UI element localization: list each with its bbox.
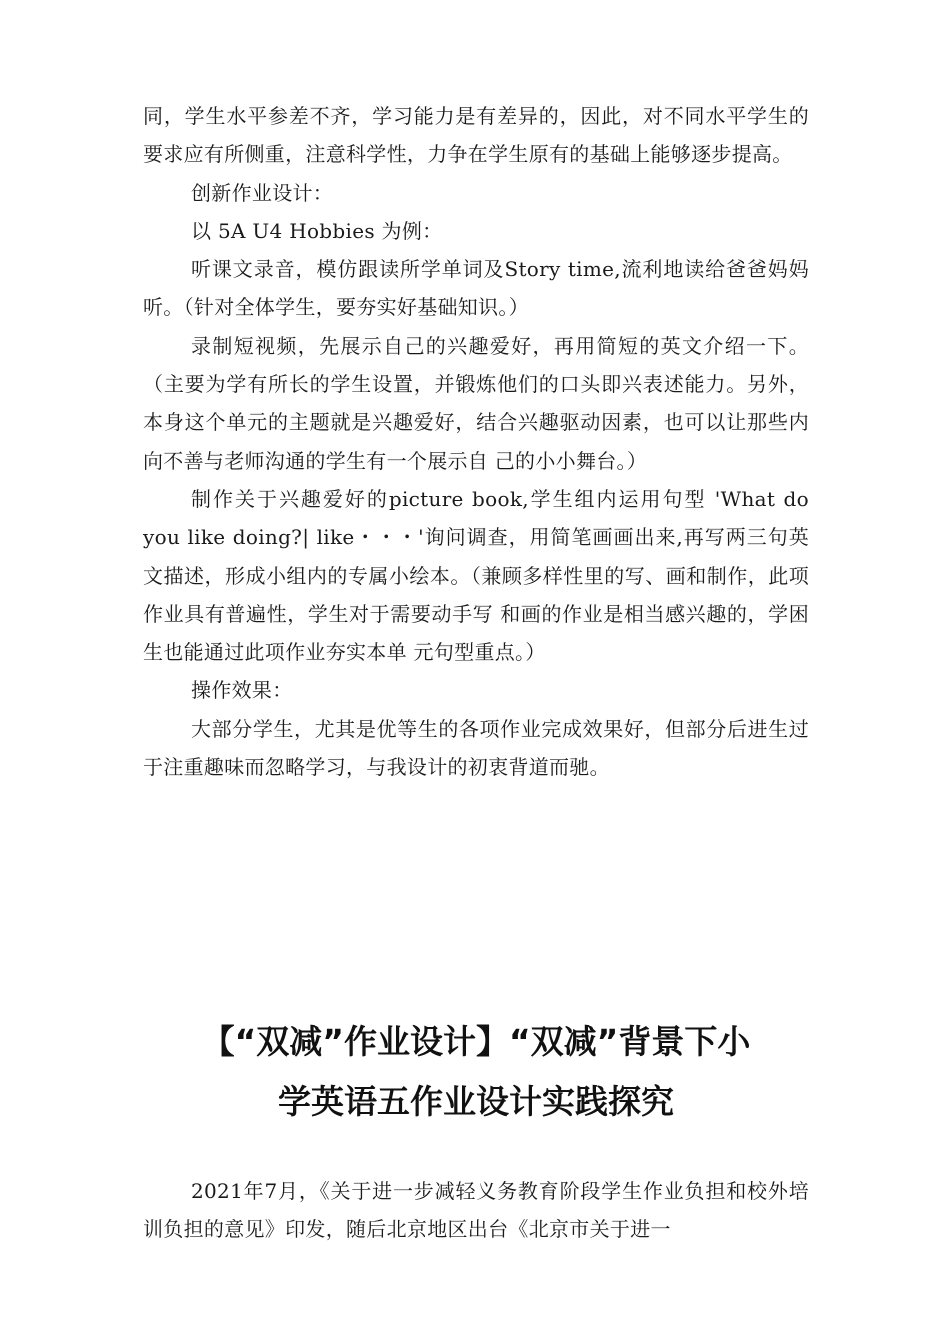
paragraph-example-label: 以 5A U4 Hobbies 为例： bbox=[191, 218, 443, 243]
section-title-line-1: 【“双减”作业设计】“双减”背景下小 bbox=[201, 1022, 751, 1061]
paragraph-effect: 大部分学生，尤其是优等生的各项作业完成效果好，但部分后进生过于注重趣味而忽略学习，与我设计的初衷背道而驰。 bbox=[143, 716, 809, 780]
paragraph-video-task: 录制短视频，先展示自己的兴趣爱好，再用简短的英文介绍一下。（主要为学有所长的学生设置，并锻炼他们的口头即兴表述能力。另外，本身这个单元的主题就是兴趣爱好，结合兴趣驱动因素，也可以让那些内向不善与老师沟通的学生有一个展示自 己的小小舞台。） bbox=[143, 333, 809, 473]
section-title-line-2: 学英语五作业设计实践探究 bbox=[278, 1082, 674, 1121]
section-title bbox=[143, 1012, 809, 1132]
paragraph-picture-book-task: 制作关于兴趣爱好的picture book,学生组内运用句型 'What do you like doing?| like・・・'询问调查，用简笔画画出来,再写两三句英文描述，形成小组内的专属小绘本。（兼顾多样性里的写、画和制作，此项作业具有普遍性，学生对于需要动手写 和画的作业是相当感兴趣的，学困生也能通过此项作业夯实本单 元句型重点。） bbox=[143, 486, 809, 665]
intro-text bbox=[143, 1172, 809, 1249]
paragraph-innovation-label: 创新作业设计： bbox=[191, 180, 334, 205]
paragraph-listening-task: 听课文录音，模仿跟读所学单词及Story time,流利地读给爸爸妈妈听。（针对全体学生，要夯实好基础知识。） bbox=[143, 257, 809, 320]
paragraph-continuation: 同，学生水平参差不齐，学习能力是有差异的，因此，对不同水平学生的要求应有所侧重，注意科学性，力争在学生原有的基础上能够逐步提高。 bbox=[143, 104, 809, 167]
paragraph-effect-label: 操作效果： bbox=[191, 678, 293, 703]
paragraph-intro: 2021年7月，《关于进一步减轻义务教育阶段学生作业负担和校外培训负担的意见》印发，随后北京地区出台《北京市关于进一 bbox=[143, 1179, 809, 1242]
body-text bbox=[143, 97, 809, 786]
